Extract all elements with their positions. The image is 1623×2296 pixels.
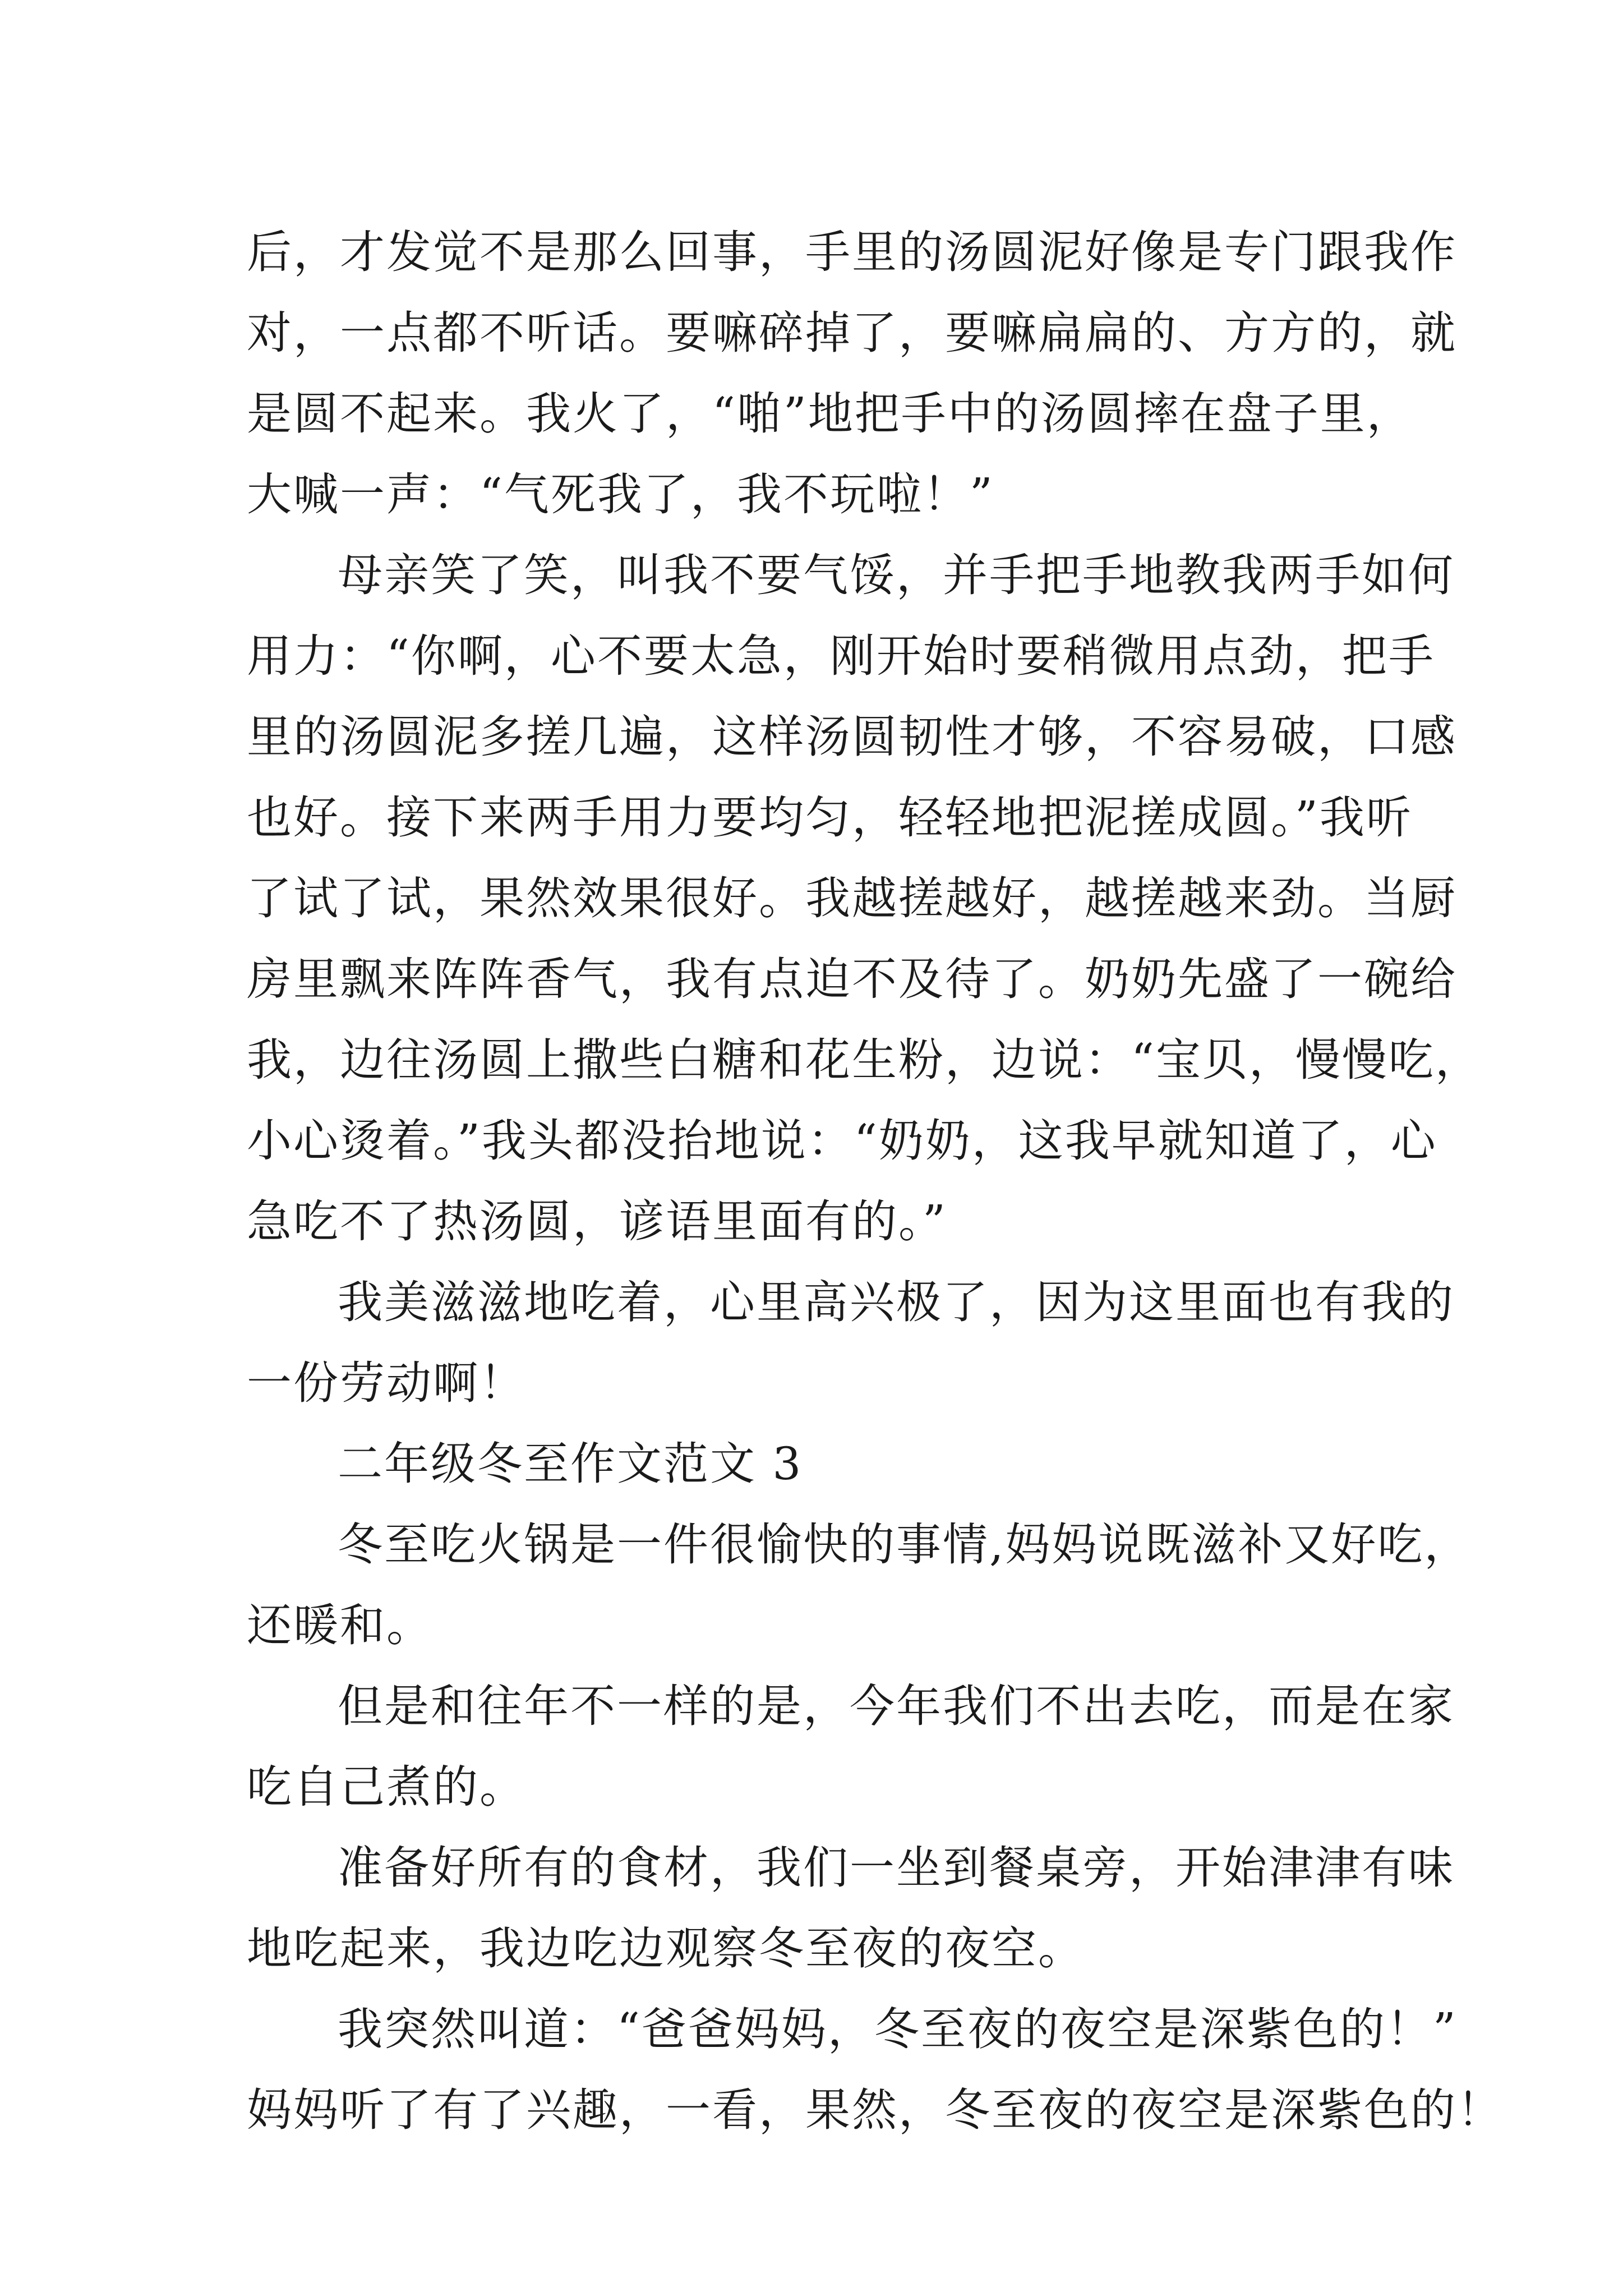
text-line: 小心烫着。”我头都没抬地说：“奶奶，这我早就知道了，心 (247, 1115, 1437, 1167)
paragraph-start-line: 母亲笑了笑，叫我不要气馁，并手把手地教我两手如何 (338, 549, 1455, 601)
text-line: 了试了试，果然效果很好。我越搓越好，越搓越来劲。当厨 (247, 872, 1457, 924)
document-body (247, 212, 1504, 2151)
text-line: 也好。接下来两手用力要均匀，轻轻地把泥搓成圆。”我听 (247, 792, 1413, 844)
paragraph-start-line: 我美滋滋地吃着，心里高兴极了，因为这里面也有我的 (338, 1276, 1455, 1328)
text-line: 里的汤圆泥多搓几遍，这样汤圆韧性才够，不容易破，口感 (247, 711, 1457, 763)
text-line: 还暖和。 (247, 1599, 433, 1651)
section-heading: 二年级冬至作文范文 3 (338, 1438, 803, 1490)
text-line: 对，一点都不听话。要嘛碎掉了，要嘛扁扁的、方方的，就 (247, 307, 1457, 359)
text-line: 后，才发觉不是那么回事，手里的汤圆泥好像是专门跟我作 (247, 226, 1457, 278)
text-line: 用力：“你啊，心不要太急，刚开始时要稍微用点劲，把手 (247, 630, 1435, 682)
paragraph-start-line: 准备好所有的食材，我们一坐到餐桌旁，开始津津有味 (338, 1842, 1455, 1894)
text-line: 大喊一声：“气死我了，我不玩啦！” (247, 468, 994, 521)
text-line: 我，边往汤圆上撒些白糖和花生粉，边说：“宝贝，慢慢吃， (247, 1034, 1482, 1086)
text-line: 妈妈听了有了兴趣，一看，果然，冬至夜的夜空是深紫色的！ (247, 2084, 1504, 2136)
text-line: 地吃起来，我边吃边观察冬至夜的夜空。 (247, 1922, 1085, 1975)
text-line: 是圆不起来。我火了，“啪”地把手中的汤圆摔在盘子里， (247, 388, 1413, 440)
text-line: 急吃不了热汤圆，谚语里面有的。” (247, 1195, 947, 1248)
text-line: 一份劳动啊！ (247, 1357, 526, 1409)
paragraph-start-line: 我突然叫道：“爸爸妈妈，冬至夜的夜空是深紫色的！” (338, 2003, 1458, 2055)
text-line: 吃自己煮的。 (247, 1761, 526, 1813)
paragraph-start-line: 冬至吃火锅是一件很愉快的事情,妈妈说既滋补又好吃， (338, 1519, 1471, 1571)
text-line: 房里飘来阵阵香气，我有点迫不及待了。奶奶先盛了一碗给 (247, 953, 1457, 1005)
paragraph-start-line: 但是和往年不一样的是，今年我们不出去吃，而是在家 (338, 1680, 1455, 1732)
